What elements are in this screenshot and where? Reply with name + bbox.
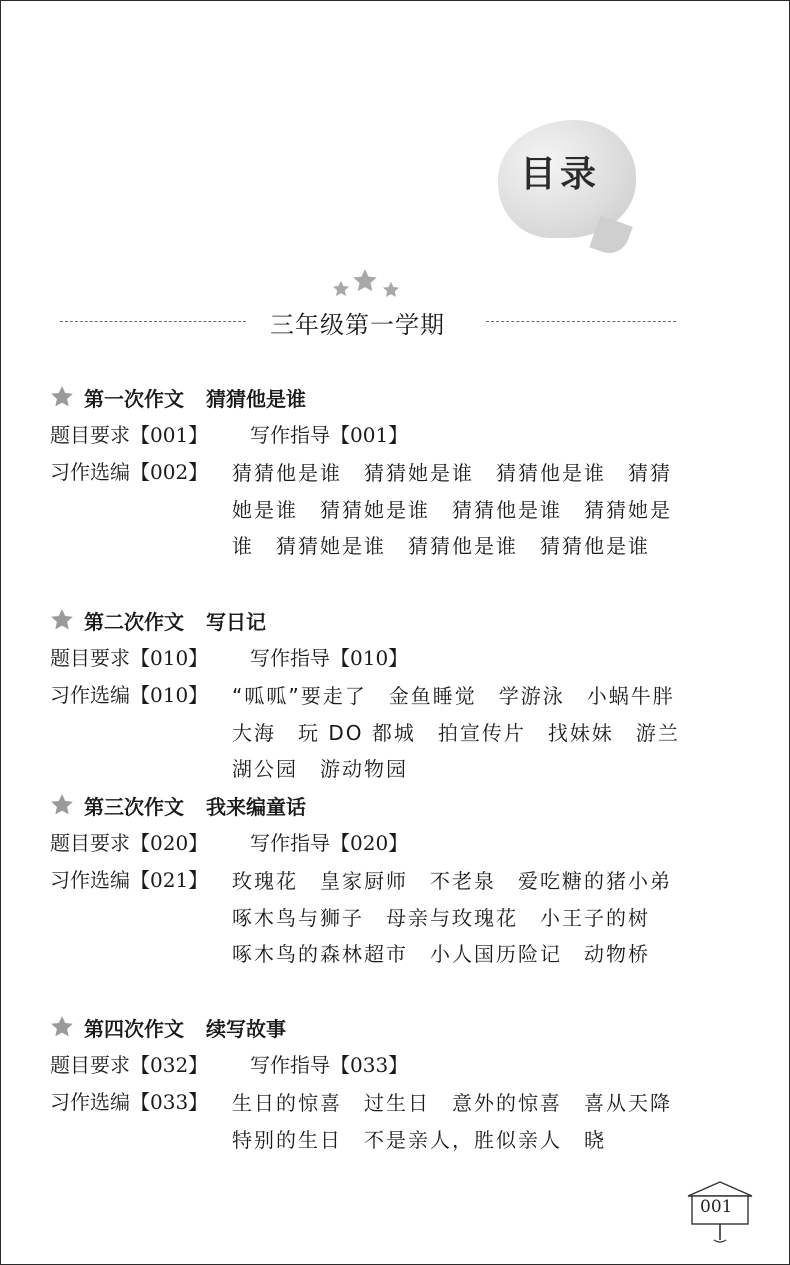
chapter-title: 续写故事 (206, 1016, 286, 1041)
star-bullet-icon (50, 385, 74, 409)
guide-entry[interactable]: 写作指导【020】 (250, 831, 409, 855)
star-bullet-icon (50, 793, 74, 817)
guide-entry[interactable]: 写作指导【001】 (250, 423, 409, 447)
toc-row (50, 863, 208, 897)
chapter-heading[interactable] (50, 382, 306, 412)
page-number: 001 (700, 1197, 733, 1217)
divider-left (60, 321, 246, 322)
essay-list[interactable]: 生日的惊喜 过生日 意外的惊喜 喜从天降 特别的生日 不是亲人，胜似亲人 晓 (232, 1091, 694, 1152)
selection-entry[interactable]: 习作选编【010】 (50, 683, 209, 707)
star-icon (332, 280, 350, 298)
requirement-entry[interactable]: 题目要求【020】 (50, 831, 209, 855)
toc-row (50, 455, 208, 489)
star-bullet-icon (50, 608, 74, 632)
selection-entry[interactable]: 习作选编【002】 (50, 460, 209, 484)
guide-entry[interactable]: 写作指导【010】 (250, 646, 409, 670)
chapter-number: 第一次作文 (84, 386, 184, 411)
chapter-title: 我来编童话 (206, 794, 306, 819)
chapter-heading[interactable] (50, 1012, 286, 1042)
toc-row (50, 641, 409, 675)
chapter-number: 第四次作文 (84, 1016, 184, 1041)
divider-right (486, 321, 676, 322)
toc-row (50, 1085, 208, 1119)
chapter-title: 猜猜他是谁 (206, 386, 306, 411)
chapter-number: 第三次作文 (84, 794, 184, 819)
selection-entry[interactable]: 习作选编【021】 (50, 868, 209, 892)
semester-title: 三年级第一学期 (270, 311, 445, 339)
star-bullet-icon (50, 1015, 74, 1039)
essay-list[interactable]: “呱呱”要走了 金鱼睡觉 学游泳 小蜗牛胖大海 玩 DO 都城 拍宣传片 找妹妹 游兰湖公园 游动物园 (232, 684, 680, 781)
essay-list[interactable]: 猜猜他是谁 猜猜她是谁 猜猜他是谁 猜猜她是谁 猜猜她是谁 猜猜他是谁 猜猜她是谁 猜猜她是谁 猜猜他是谁 猜猜他是谁 (232, 461, 672, 558)
chapter-number: 第二次作文 (84, 609, 184, 634)
toc-row (50, 1048, 409, 1082)
chapter-heading[interactable] (50, 790, 306, 820)
requirement-entry[interactable]: 题目要求【010】 (50, 646, 209, 670)
requirement-entry[interactable]: 题目要求【032】 (50, 1053, 209, 1077)
selection-entry[interactable]: 习作选编【033】 (50, 1090, 209, 1114)
essay-list[interactable]: 玫瑰花 皇家厨师 不老泉 爱吃糖的猪小弟 啄木鸟与狮子 母亲与玫瑰花 小王子的树 啄木鸟的森林超市 小人国历险记 动物桥 (232, 869, 694, 966)
toc-row (50, 826, 409, 860)
chapter-title: 写日记 (206, 609, 266, 634)
toc-row (50, 418, 409, 452)
requirement-entry[interactable]: 题目要求【001】 (50, 423, 209, 447)
guide-entry[interactable]: 写作指导【033】 (250, 1053, 409, 1077)
star-icon (382, 281, 400, 299)
page-title: 目录 (520, 154, 601, 195)
toc-row (50, 678, 208, 712)
chapter-heading[interactable] (50, 605, 266, 635)
star-icon (352, 268, 378, 294)
